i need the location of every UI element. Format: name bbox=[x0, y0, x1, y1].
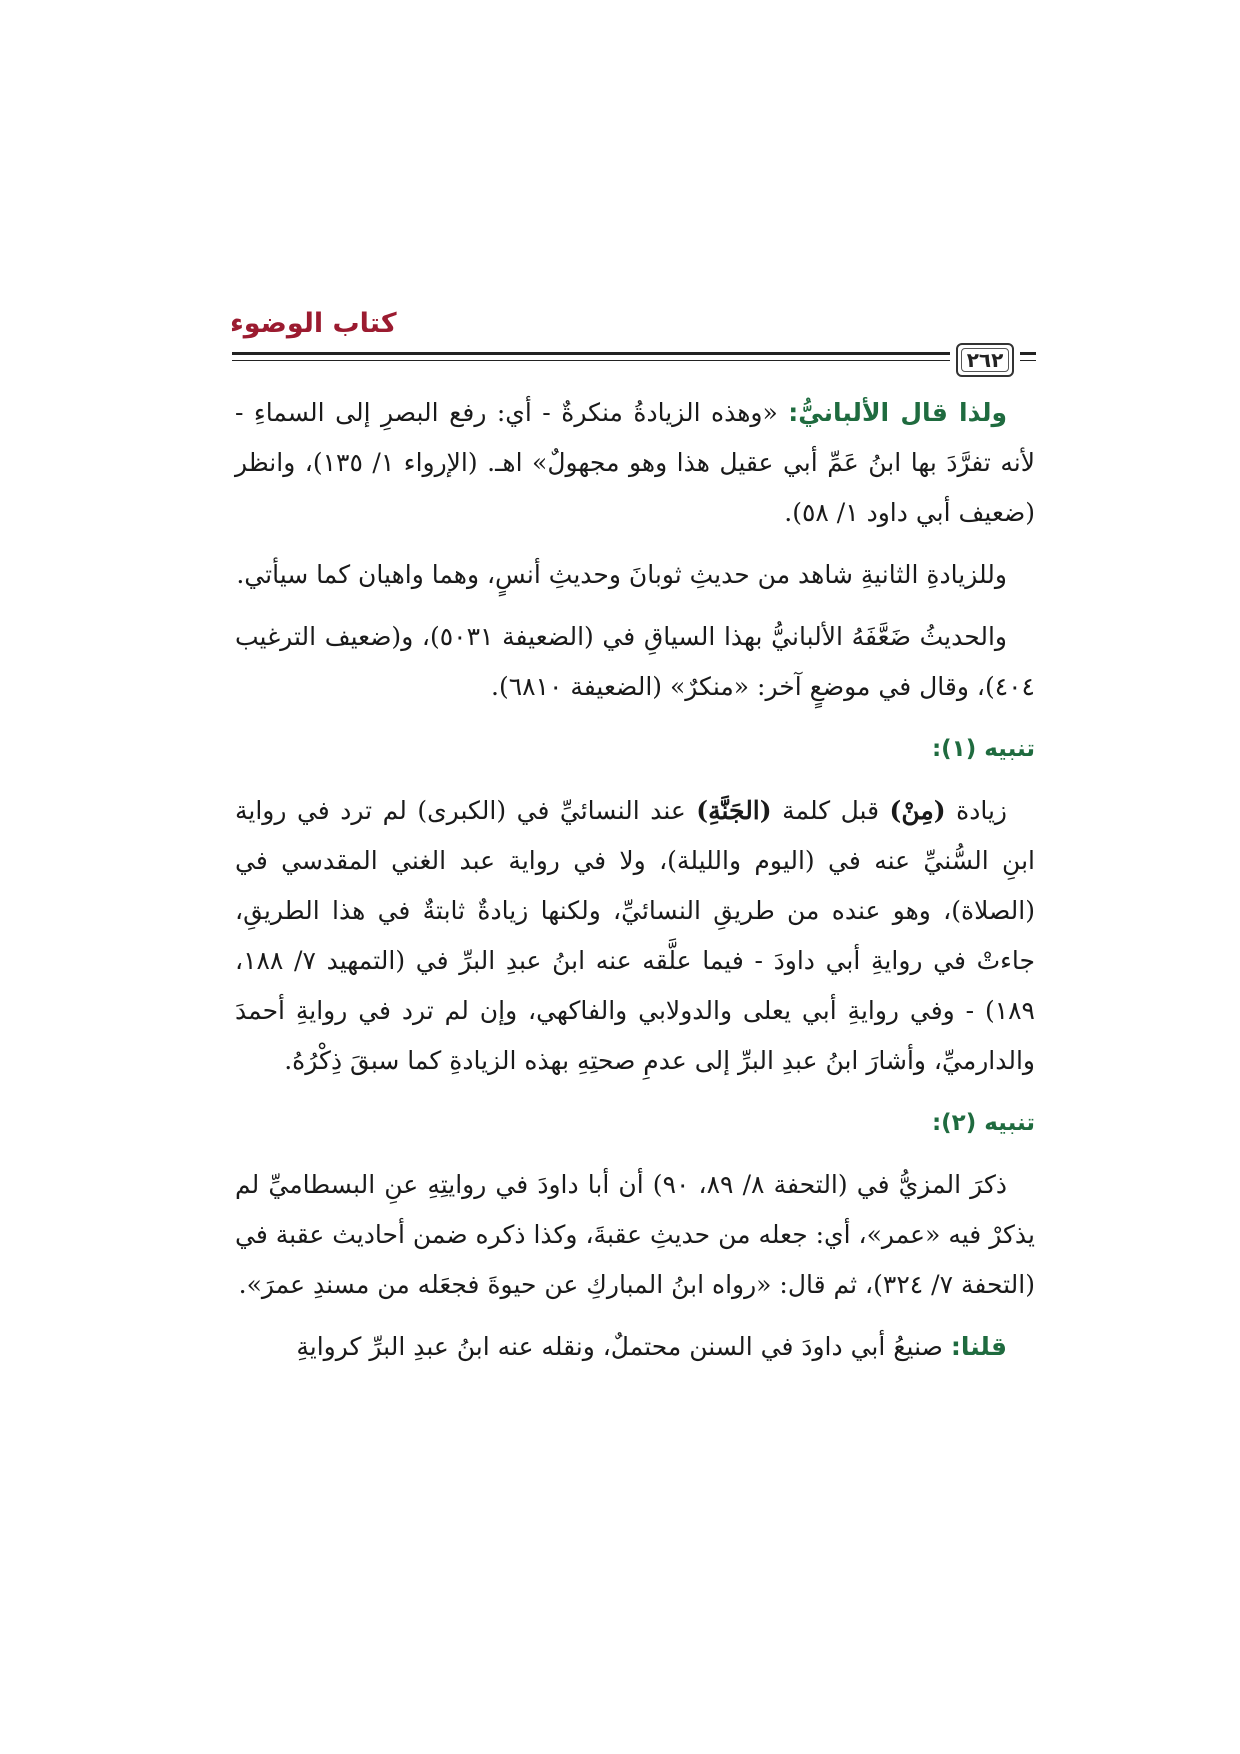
text-run: قبل كلمة bbox=[771, 796, 890, 825]
lead-phrase: قلنا: bbox=[950, 1332, 1007, 1361]
paragraph-note-1 bbox=[235, 786, 1035, 1086]
header-rule-bottom bbox=[232, 360, 950, 361]
text-run: عند النسائيِّ في (الكبرى) لم ترد في رواية ابنِ السُّنيِّ عنه في (اليوم والليلة)، ولا في رواية عبد الغني المقدسي في (الصلاة)، وهو عنده من طريقِ النسائيِّ، ولكنها زيادةٌ ثابتةٌ في هذا الطريقِ، جاءتْ في روايةِ أبي داودَ - فيما علَّقه عنه ابنُ عبدِ البرِّ في (التمهيد ٧/ ١٨٨، ١٨٩) - وفي روايةِ أبي يعلى والدولابي والفاكهي، وإن لم ترد في روايةِ أحمدَ والدارميِّ، وأشارَ ابنُ عبدِ البرِّ إلى عدمِ صحتِهِ بهذه الزيادةِ كما سبقَ ذِكْرُهُ. bbox=[235, 796, 1035, 1075]
paragraph-text: «وهذه الزيادةُ منكرةٌ - أي: رفع البصرِ إلى السماءِ - لأنه تفرَّدَ بها ابنُ عَمِّ أبي عقيل هذا وهو مجهولٌ» اهـ. (الإرواء ١/ ١٣٥)، وانظر (ضعيف أبي داود ١/ ٥٨). bbox=[235, 398, 1035, 527]
paragraph-text: صنيعُ أبي داودَ في السنن محتملٌ، ونقله عنه ابنُ عبدِ البرِّ كروايةِ bbox=[296, 1332, 951, 1361]
paragraph-note-2: ذكرَ المزيُّ في (التحفة ٨/ ٨٩، ٩٠) أن أبا داودَ في روايتِهِ عنِ البسطاميِّ لم يذكرْ فيه «عمر»، أي: جعله من حديثِ عقبةَ، وكذا ذكره ضمن أحاديث عقبة في (التحفة ٧/ ٣٢٤)، ثم قال: «رواه ابنُ المباركِ عن حيوةَ فجعَله من مسندِ عمرَ». bbox=[235, 1170, 1035, 1299]
paragraph-albani-quote bbox=[235, 388, 1035, 538]
header-rule-top bbox=[232, 352, 950, 355]
section-heading-note-1: تنبيه (١): bbox=[931, 736, 1035, 762]
paragraph-hadith-grading: والحديثُ ضَعَّفَهُ الألبانيُّ بهذا السياقِ في (الضعيفة ٥٠٣١)، و(ضعيف الترغيب ٤٠٤)، وقال في موضعٍ آخر: «منكرٌ» (الضعيفة ٦٨١٠). bbox=[235, 622, 1035, 701]
lead-phrase: ولذا قال الألبانيُّ: bbox=[788, 398, 1007, 427]
header-rule-right-bottom bbox=[1020, 360, 1036, 361]
highlighted-word: (مِنْ) bbox=[889, 796, 946, 825]
page-number-badge: ٢٦٢ bbox=[956, 343, 1014, 377]
running-header-title: كتاب الوضوء bbox=[230, 308, 397, 339]
text-run: زيادة bbox=[945, 796, 1007, 825]
header-rule-right-top bbox=[1020, 352, 1036, 355]
section-heading-note-2: تنبيه (٢): bbox=[931, 1110, 1035, 1136]
paragraph-second-addition: وللزيادةِ الثانيةِ شاهد من حديثِ ثوبانَ وحديثِ أنسٍ، وهما واهيان كما سيأتي. bbox=[236, 560, 1007, 589]
paragraph-conclusion bbox=[235, 1322, 1035, 1372]
highlighted-word: (الجَنَّةِ) bbox=[696, 796, 772, 825]
body-text bbox=[235, 388, 1035, 1384]
